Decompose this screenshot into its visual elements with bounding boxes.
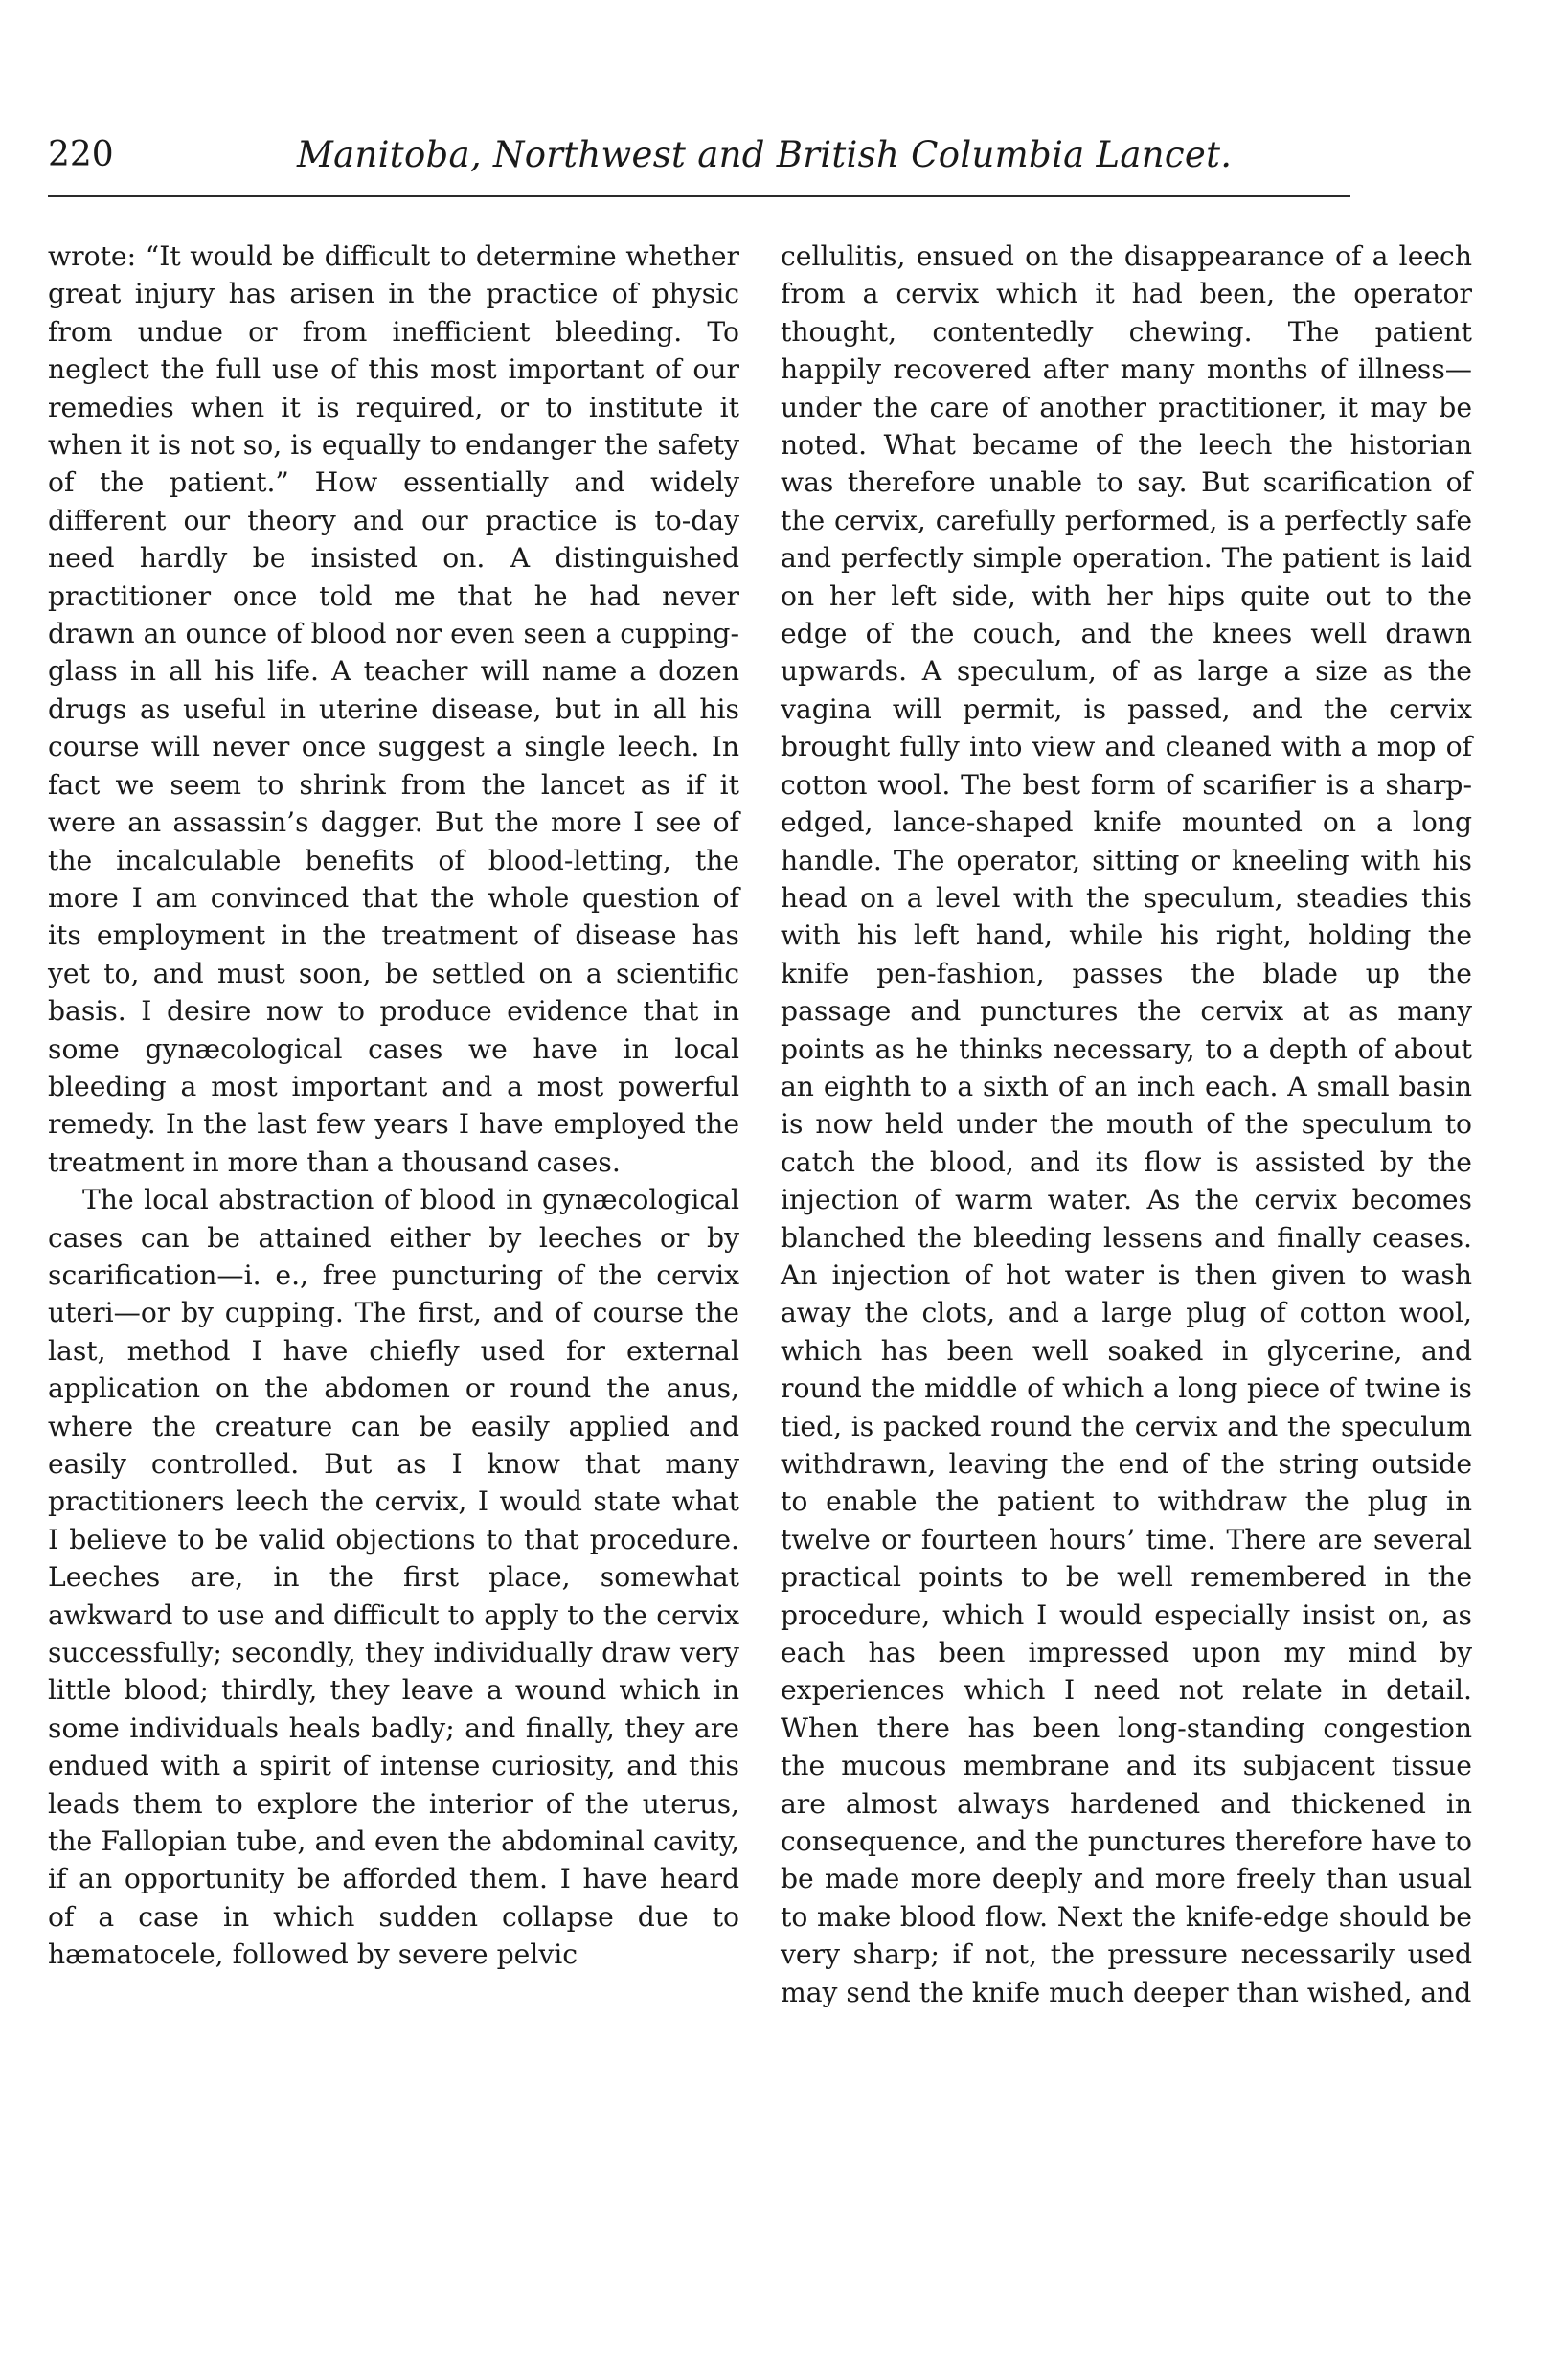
running-head <box>48 132 1350 190</box>
journal-title: Manitoba, Northwest and British Columbia Lancet. <box>297 134 1233 175</box>
page-number: 220 <box>48 135 114 174</box>
right-paragraph-1: cellulitis, ensued on the disappearance of a leech from a cervix which it had been, the operator thought, contentedly chewing. The patient happily recovered after many months of illness—under the care of another practitioner, it may be noted. What became of the leech the historian was therefore unable to say. But scarification of the cervix, carefully performed, is a perfectly safe and perfectly simple operation. The patient is laid on her left side, with her hips quite out to the edge of the couch, and the knees well drawn upwards. A speculum, of as large a size as the vagina will permit, is passed, and the cervix brought fully into view and cleaned with a mop of cotton wool. The best form of scarifier is a sharp-edged, lance-shaped knife mounted on a long handle. The operator, sitting or kneeling with his head on a level with the speculum, steadies this with his left hand, while his right, holding the knife pen-fashion, passes the blade up the passage and punctures the cervix at as many points as he thinks necessary, to a depth of about an eighth to a sixth of an inch each. A small basin is now held under the mouth of the speculum to catch the blood, and its flow is assisted by the injection of warm water. As the cervix becomes blanched the bleeding lessens and finally ceases. An injection of hot water is then given to wash away the clots, and a large plug of cotton wool, which has been well soaked in glycerine, and round the middle of which a long piece of twine is tied, is packed round the cervix and the speculum withdrawn, leaving the end of the string outside to enable the patient to withdraw the plug in twelve or fourteen hours’ time. There are several practical points to be well remembered in the procedure, which I would especially insist on, as each has been impressed upon my mind by experiences which I need not relate in detail. When there has been long-standing congestion the mucous membrane and its subjacent tissue are almost always hardened and thickened in consequence, and the punctures therefore have to be made more deeply and more freely than usual to make blood flow. Next the knife-edge should be very sharp; if not, the pressure necessarily used may send the knife much deeper than wished, and <box>781 240 1472 2008</box>
left-paragraph-2: The local abstraction of blood in gynæcological cases can be attained either by leeches or by scarification—i. e., free puncturing of the cervix uteri—or by cupping. The first, and of course the last, method I have chiefly used for external application on the abdomen or round the anus, where the creature can be easily applied and easily controlled. But as I know that many practitioners leech the cervix, I would state what I believe to be valid objections to that procedure. Leeches are, in the first place, somewhat awkward to use and difficult to apply to the cervix successfully; secondly, they individually draw very little blood; thirdly, they leave a wound which in some individuals heals badly; and finally, they are endued with a spirit of intense curiosity, and this leads them to explore the interior of the uterus, the Fallopian tube, and even the abdominal cavity, if an opportunity be afforded them. I have heard of a case in which sudden collapse due to hæmatocele, followed by severe pelvic <box>48 1184 739 1971</box>
left-paragraph-1: wrote: “It would be difficult to determine whether great injury has arisen in the practice of physic from undue or from inefficient bleeding. To neglect the full use of this most important of our remedies when it is required, or to institute it when it is not so, is equally to endanger the safety of the patient.” How essentially and widely different our theory and our practice is to-day need hardly be insisted on. A distinguished practitioner once told me that he had never drawn an ounce of blood nor even seen a cupping-glass in all his life. A teacher will name a dozen drugs as useful in uterine disease, but in all his course will never once suggest a single leech. In fact we seem to shrink from the lancet as if it were an assassin’s dagger. But the more I see of the incalculable benefits of blood-letting, the more I am convinced that the whole question of its employment in the treatment of disease has yet to, and must soon, be settled on a scientific basis. I desire now to produce evidence that in some gynæcological cases we have in local bleeding a most important and a most powerful remedy. In the last few years I have employed the treatment in more than a thousand cases. <box>48 240 739 1178</box>
right-column <box>781 238 1472 2011</box>
left-column <box>48 238 739 1974</box>
header-rule <box>48 195 1350 197</box>
